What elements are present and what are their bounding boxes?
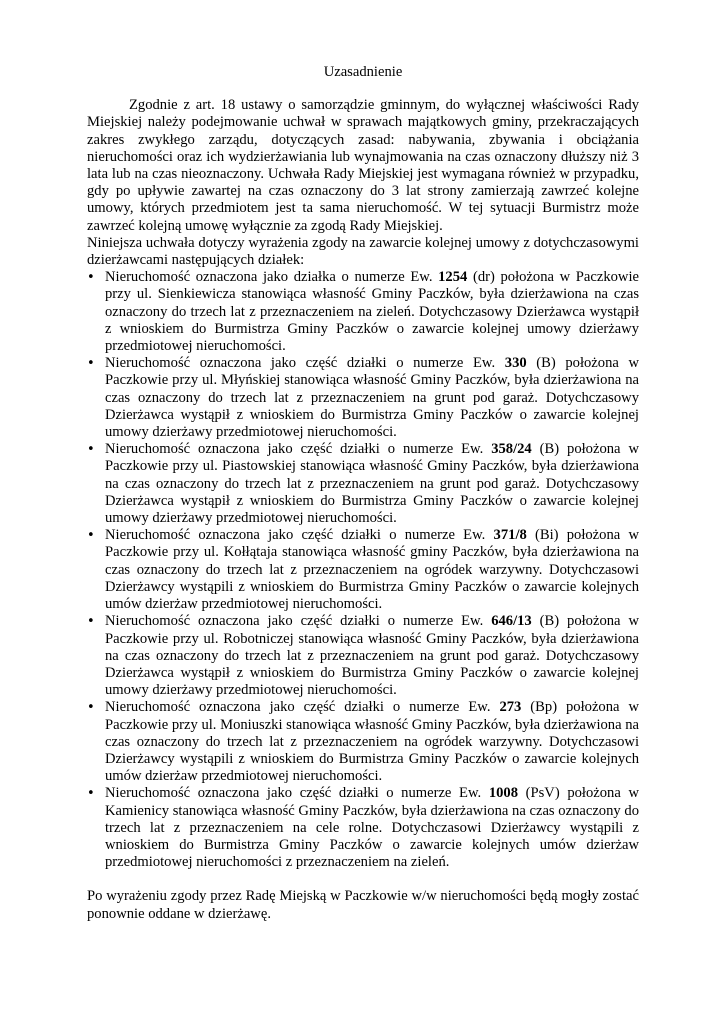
item-text-after: (Bp) położona w Paczkowie przy ul. Moniuszki stanowiąca własność Gminy Paczków, była dzierżawiona na czas oznaczony do trzech lat z przeznaczeniem na ogródek warzywny. Dotychczasowi Dzierżawcy wystąpili z wnioskiem do Burmistrza Gminy Paczków o zawarcie kolejnych umów dzierżaw przedmiotowej nieruchomości. — [105, 699, 639, 785]
list-item — [87, 527, 639, 613]
intro-paragraph: Zgodnie z art. 18 ustawy o samorządzie gminnym, do wyłącznej właściwości Rady Miejskiej należy podejmowanie uchwał w sprawach majątkowych gminy, przekraczających zakres zwykłego zarządu, dotyczących zasad: nabywania, zbywania i obciążania nieruchomości oraz ich wydzierżawiania lub wynajmowania na czas oznaczony dłuższy niż 3 lata lub na czas nieoznaczony. Uchwała Rady Miejskiej jest wymagana również w przypadku, gdy po upływie zawartej na czas oznaczony do 3 lat strony zamierzają zawrzeć kolejne umowy, których przedmiotem jest ta sama nieruchomość. W tej sytuacji Burmistrz może zawrzeć kolejną umowę wyłącznie za zgodą Rady Miejskiej. — [87, 97, 639, 234]
list-item — [87, 269, 639, 355]
parcel-number: 371/8 — [493, 527, 527, 544]
bullet-icon — [87, 441, 101, 458]
item-text-after: (B) położona w Paczkowie przy ul. Młyńskiej stanowiąca własność Gminy Paczków, była dzierżawiona na czas oznaczony do trzech lat z przeznaczeniem na grunt pod garaż. Dotychczasowy Dzierżawca wystąpił z wnioskiem do Burmistrza Gminy Paczków o zawarcie kolejnej umowy dzierżawy przedmiotowej nieruchomości. — [105, 355, 640, 441]
bullet-icon — [87, 527, 101, 544]
document-page — [87, 64, 639, 923]
list-item — [87, 785, 639, 871]
parcel-list — [87, 269, 639, 871]
list-item — [87, 355, 639, 441]
item-text-after: (B) położona w Paczkowie przy ul. Piastowskiej stanowiąca własność Gminy Paczków, była dzierżawiona na czas oznaczony do trzech lat z przeznaczeniem na grunt pod garaż. Dotychczasowy Dzierżawca wystąpił z wnioskiem do Burmistrza Gminy Paczków o zawarcie kolejnej umowy dzierżawy przedmiotowej nieruchomości. — [105, 441, 639, 527]
parcel-number: 358/24 — [491, 441, 532, 458]
item-text-before: Nieruchomość oznaczona jako część działki o numerze Ew. — [105, 441, 492, 458]
list-item — [87, 613, 639, 699]
closing-paragraph: Po wyrażeniu zgody przez Radę Miejską w Paczkowie w/w nieruchomości będą mogły zostać ponownie oddane w dzierżawę. — [87, 888, 639, 922]
item-text-before: Nieruchomość oznaczona jako część działki o numerze Ew. — [105, 613, 492, 630]
item-text-before: Nieruchomość oznaczona jako część działki o numerze Ew. — [105, 699, 500, 716]
bullet-icon — [87, 269, 101, 286]
item-text-before: Nieruchomość oznaczona jako część działki o numerze Ew. — [105, 785, 489, 802]
bullet-icon — [87, 785, 101, 802]
parcel-number: 273 — [499, 699, 522, 716]
parcel-number: 330 — [504, 355, 527, 372]
item-text-after: (Bi) położona w Paczkowie przy ul. Kołłątaja stanowiąca własność gminy Paczków, była dzierżawiona na czas oznaczony do trzech lat z przeznaczeniem na ogródek warzywny. Dotychczasowi Dzierżawcy wystąpili z wnioskiem do Burmistrza Gminy Paczków o zawarcie kolejnych umów dzierżaw przedmiotowej nieruchomości. — [105, 527, 639, 613]
parcel-number: 1008 — [488, 785, 519, 802]
document-title: Uzasadnienie — [323, 64, 403, 80]
list-item — [87, 441, 639, 527]
item-text-after: (PsV) położona w Kamienicy stanowiąca własność Gminy Paczków, była dzierżawiona na czas oznaczony do trzech lat z przeznaczeniem na cele rolne. Dotychczasowi Dzierżawcy wystąpili z wnioskiem do Burmistrza Gminy Paczków o zawarcie kolejnych umów dzierżaw przedmiotowej nieruchomości z przeznaczeniem na zieleń. — [105, 785, 639, 871]
parcel-number: 646/13 — [491, 613, 532, 630]
item-text-before: Nieruchomość oznaczona jako część działki o numerze Ew. — [105, 355, 505, 372]
bullet-icon — [87, 699, 101, 716]
list-item — [87, 699, 639, 785]
parcel-number: 1254 — [438, 269, 468, 286]
item-text-after: (B) położona w Paczkowie przy ul. Robotniczej stanowiąca własność Gminy Paczków, była dzierżawiona na czas oznaczony do trzech lat z przeznaczeniem na grunt pod garaż. Dotychczasowy Dzierżawca wystąpił z wnioskiem do Burmistrza Gminy Paczków o zawarcie kolejnej umowy dzierżawy przedmiotowej nieruchomości. — [105, 613, 639, 699]
bullet-icon — [87, 355, 101, 372]
item-text-before: Nieruchomość oznaczona jako działka o numerze Ew. — [105, 269, 439, 286]
bullet-icon — [87, 613, 101, 630]
lead-paragraph: Niniejsza uchwała dotyczy wyrażenia zgody na zawarcie kolejnej umowy z dotychczasowymi dzierżawcami następujących działek: — [87, 234, 639, 269]
item-text-before: Nieruchomość oznaczona jako część działki o numerze Ew. — [105, 527, 494, 544]
item-text-after: (dr) położona w Paczkowie przy ul. Sienkiewicza stanowiąca własność Gminy Paczków, była dzierżawiona na czas oznaczony do trzech lat z przeznaczeniem na zieleń. Dotychczasowy Dzierżawca wystąpił z wnioskiem do Burmistrza Gminy Paczków o zawarcie kolejnej umowy dzierżawy przedmiotowej nieruchomości. — [105, 269, 640, 355]
